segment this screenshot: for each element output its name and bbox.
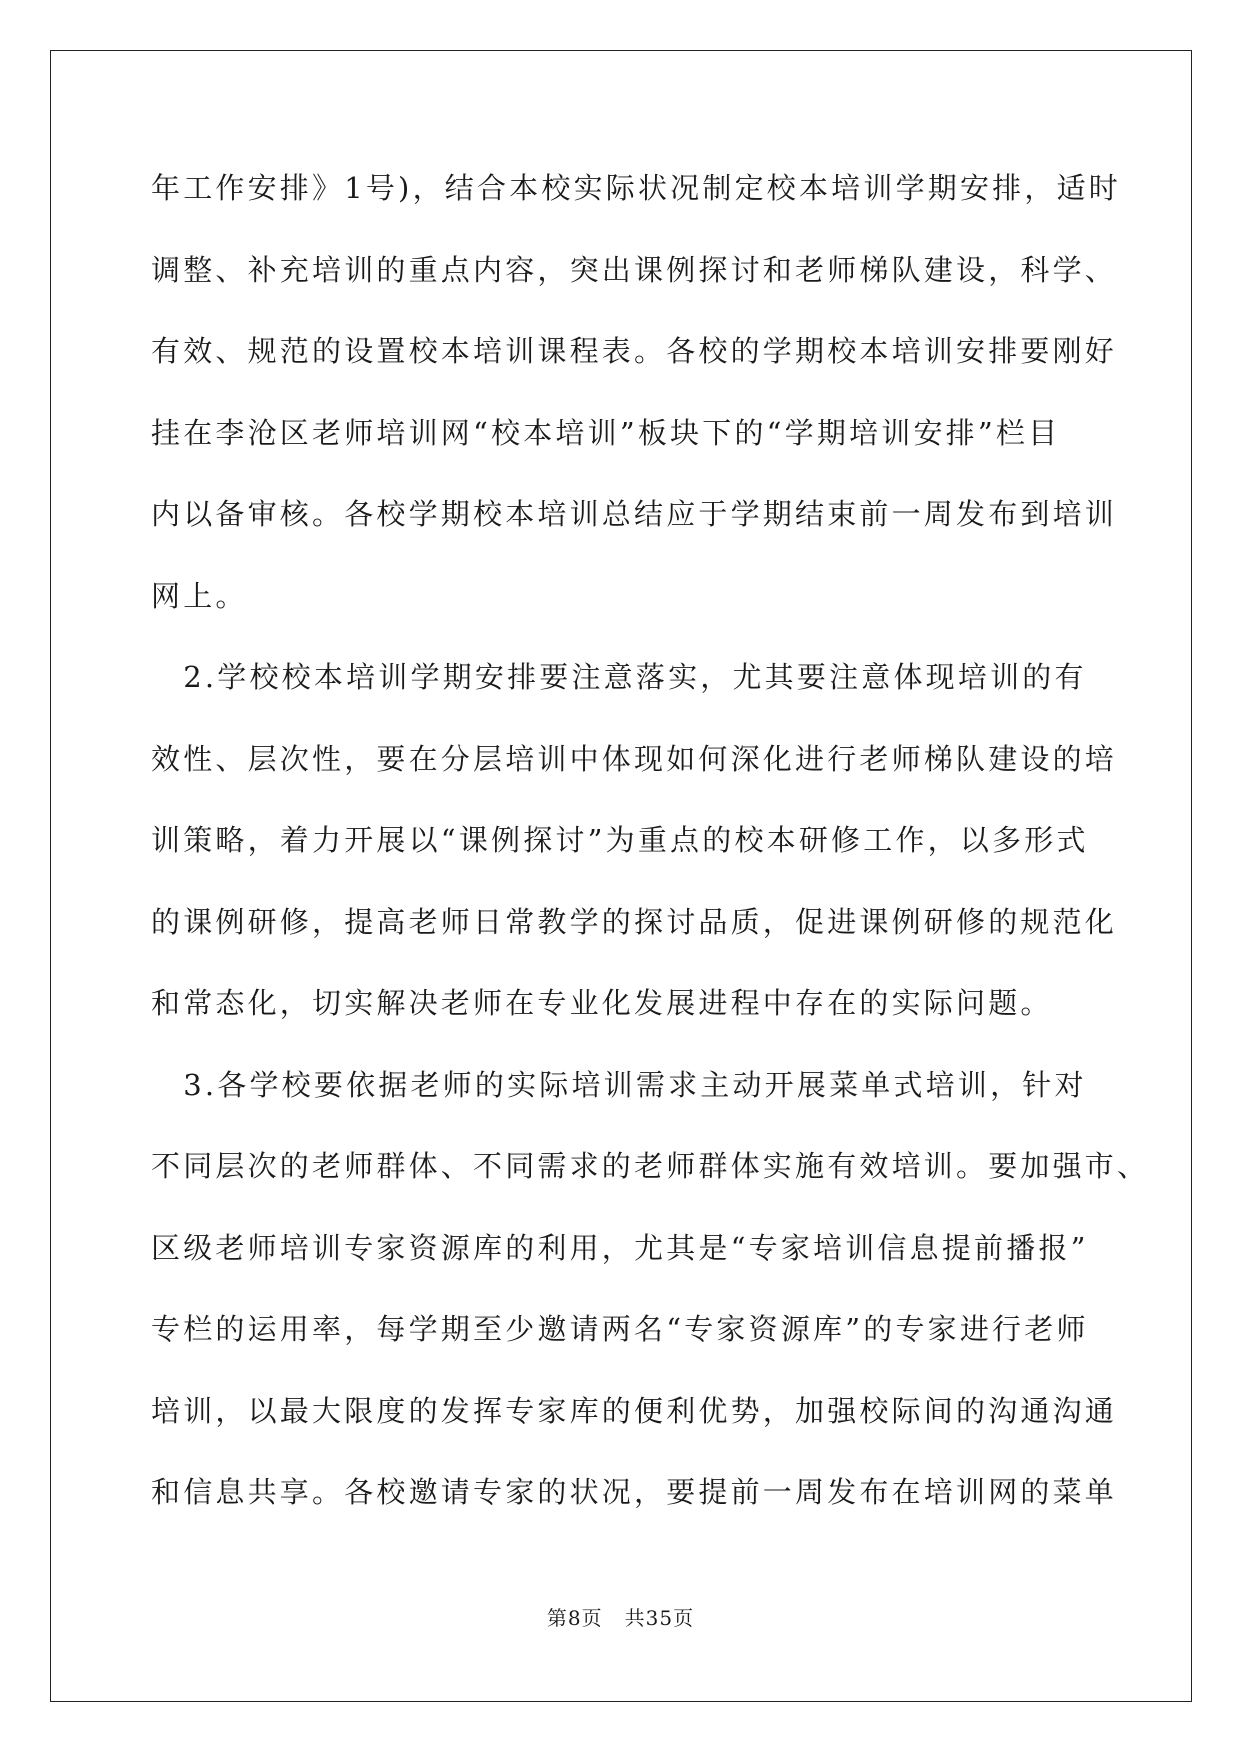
text-line: 和信息共享。各校邀请专家的状况，要提前一周发布在培训网的菜单 [151, 1475, 1118, 1509]
text-line: 的课例研修，提高老师日常教学的探讨品质，促进课例研修的规范化 [151, 904, 1118, 939]
text-line: 挂在李沧区老师培训网“校本培训”板块下的“学期培训安排”栏目 [151, 415, 1061, 450]
text-line: 3.各学校要依据老师的实际培训需求主动开展菜单式培训，针对 [151, 1067, 1087, 1102]
text-line: 有效、规范的设置校本培训课程表。各校的学期校本培训安排要刚好 [151, 334, 1118, 368]
text-line: 效性、层次性，要在分层培训中体现如何深化进行老师梯队建设的培 [151, 741, 1118, 776]
text-line: 内以备审核。各校学期校本培训总结应于学期结束前一周发布到培训 [151, 497, 1118, 531]
text-line: 网上。 [151, 578, 248, 613]
text-line: 不同层次的老师群体、不同需求的老师群体实施有效培训。要加强市、 [151, 1149, 1150, 1183]
text-line: 区级老师培训专家资源库的利用，尤其是“专家培训信息提前播报” [151, 1230, 1089, 1265]
text-line: 调整、补充培训的重点内容，突出课例探讨和老师梯队建设，科学、 [151, 252, 1118, 287]
text-line: 年工作安排》1号)，结合本校实际状况制定校本培训学期安排，适时 [151, 171, 1121, 205]
page-total: 共35页 [624, 1606, 695, 1630]
text-line: 专栏的运用率，每学期至少邀请两名“专家资源库”的专家进行老师 [151, 1312, 1089, 1346]
text-line: 2.学校校本培训学期安排要注意落实，尤其要注意体现培训的有 [151, 660, 1087, 694]
document-body [151, 162, 1150, 1548]
page-footer [0, 1602, 1241, 1631]
text-line: 和常态化，切实解决老师在专业化发展进程中存在的实际问题。 [151, 986, 1053, 1020]
page-number: 第8页 [546, 1606, 603, 1630]
text-line: 训策略，着力开展以“课例探讨”为重点的校本研修工作，以多形式 [151, 823, 1089, 857]
text-line: 培训，以最大限度的发挥专家库的便利优势，加强校际间的沟通沟通 [151, 1393, 1118, 1428]
